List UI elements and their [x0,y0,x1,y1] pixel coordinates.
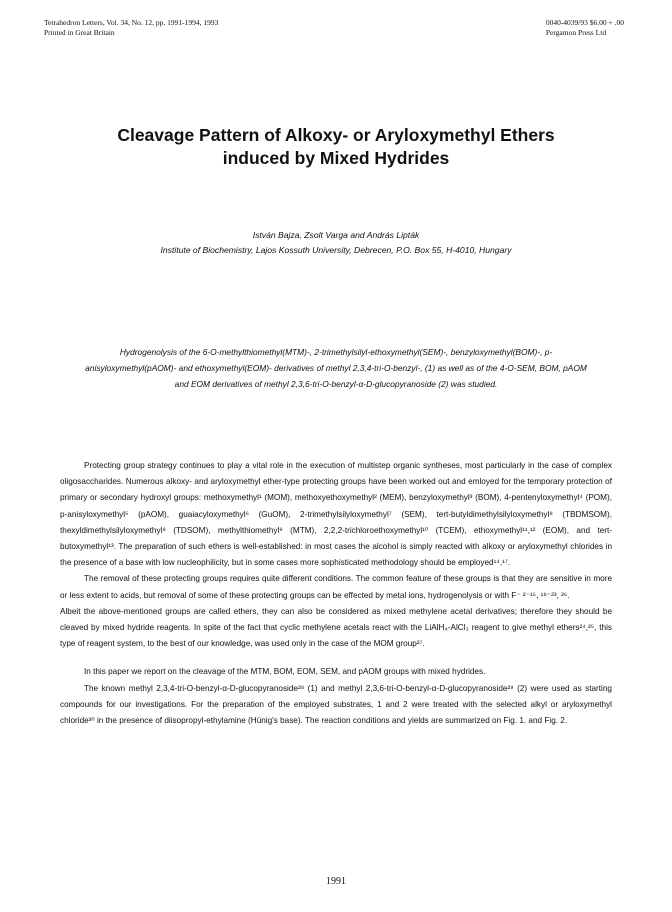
title-line-1: Cleavage Pattern of Alkoxy- or Aryloxymethyl Ethers [117,125,555,145]
running-header-left [44,18,218,38]
body-text [60,458,612,729]
article-title [60,124,612,170]
paragraph-4: In this paper we report on the cleavage of the MTM, BOM, EOM, SEM, and pAOM groups with mixed hydrides. [84,667,486,677]
title-line-2: induced by Mixed Hydrides [222,148,450,168]
publisher: Pergamon Press Ltd [545,28,607,37]
paragraph-3: Albeit the above-mentioned groups are called ethers, they can also be considered as mixed methylene acetal derivatives; therefore they should be cleaved by mixed hydride reagents. In spite of the fact that cyclic methylene acetals react with the LiAlH₄-AlCl₃ reagent to give methyl ethers²⁴,²⁵, this type of reagent system, to the best of our knowledge, was used only in the case of the MOM group²⁷. [60,606,612,649]
paragraph-2: The removal of these protecting groups requires quite different conditions. The common feature of these groups is that they are sensitive in more or less extent to acids, but removal of some of these protecting groups can be effected by metal ions, hydrogenolysis or with F⁻ ²⁻¹⁵, ¹⁸⁻²³, ²⁶. [60,574,612,600]
paragraph-5: The known methyl 2,3,4-tri-O-benzyl-α-D-glucopyranoside²⁸ (1) and methyl 2,3,6-tri-O-benzyl-α-D-glucopyranoside²⁹ (2) were used as starting compounds for our investigations. For the preparation of the employed substrates, 1 and 2 were treated with the selected alkyl or aryloxymethyl chloride³⁰ in the presence of diisopropyl-ethylamine (Hünig's base). The reaction conditions and yields are summarized on Fig. 1. and Fig. 2. [60,683,612,726]
abstract: Hydrogenolysis of the 6-O-methylthiomethyl(MTM)-, 2-trimethylsilyl-ethoxymethyl(SEM)-, benzyloxymethyl(BOM)-, p-anisyloxymethyl(pAOM)- and ethoxymethyl(EOM)- derivatives of methyl 2,3,4-tri-O-benzyl-, (1) as well as of the 4-O-SEM, BOM, pAOM and EOM derivatives of methyl 2,3,6-tri-O-benzyl-α-D-glucopyranoside (2) was studied. [85,347,587,389]
journal-citation: Tetrahedron Letters, Vol. 34, No. 12, pp. 1991-1994, 1993 [44,18,219,27]
running-header-right [546,18,624,38]
printed-in: Printed in Great Britain [44,28,115,37]
affiliation: Institute of Biochemistry, Lajos Kossuth University, Debrecen, P.O. Box 55, H-4010, Hungary [160,245,512,255]
paragraph-1: Protecting group strategy continues to play a vital role in the execution of multistep organic syntheses, most particularly in the case of complex oligosaccharides. Numerous alkoxy- and aryloxymethyl ether-type protecting groups have been worked out and emloyed for the temporary protection of primary or secondary hydroxyl groups: methoxymethyl¹ (MOM), methoxyethoxymethyl² (MEM), benzyloxymethyl³ (BOM), 4-pentenyloxymethyl⁴ (POM), p-anisyloxymethyl⁵ (pAOM), guaiacyloxymethyl⁶ (GuOM), 2-trimethylsilyloxymethyl⁷ (SEM), tert-butyldimethylsilyloxymethyl⁸ (TBDMSOM), thexyldimethylsilyloxymethyl⁸ (TDSOM), methylthiomethyl⁹ (MTM), 2,2,2-trichloroethoxymethyl¹⁰ (TCEM), ethoxymethyl¹¹,¹² (EOM), and tert-butoxymethyl¹³. The preparation of such ethers is well-established: in most cases the alcohol is simply reacted with alkoxy or aryloxymethyl chlorides in the presence of a base with low nucleophilicity, but in some cases more sophisticated methodology should be employed¹⁴,¹⁷. [60,461,612,568]
page-number: 1991 [326,876,346,887]
issn-price: 0040-4039/93 $6.00 + .00 [545,18,624,27]
authors: István Bajza, Zsolt Varga and András Lipták [252,230,420,240]
